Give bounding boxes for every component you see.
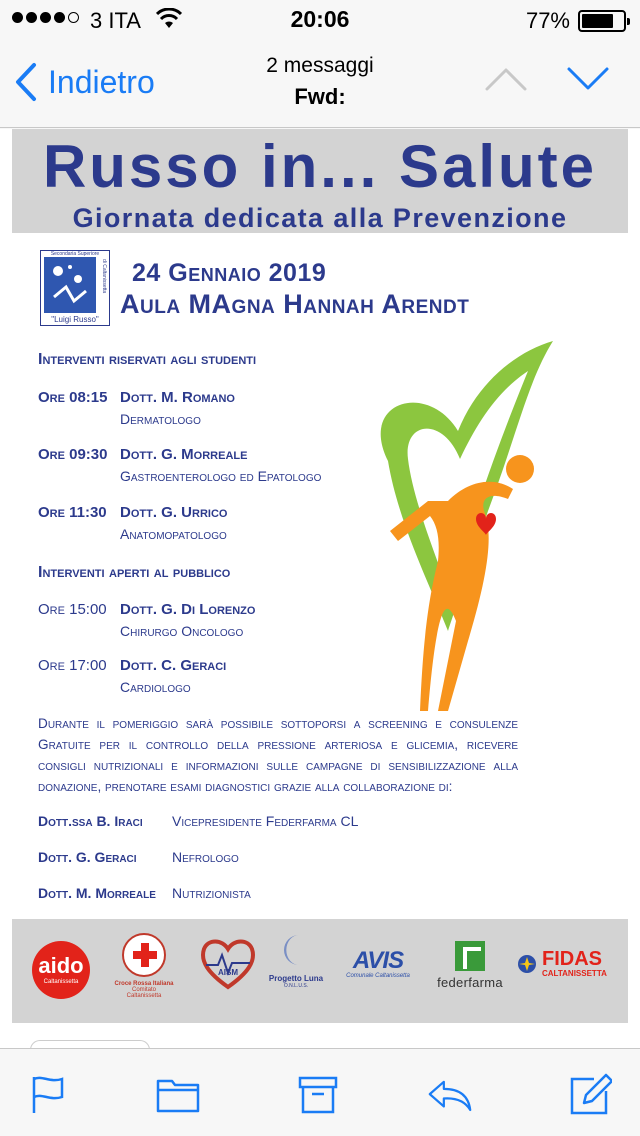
archive-icon xyxy=(298,1076,338,1114)
collaborator-name: Dott. G. Geraci xyxy=(38,849,137,865)
school-logo-top-text: Secondaria Superiore xyxy=(50,251,100,257)
archive-button[interactable] xyxy=(296,1073,340,1117)
talk-time: Ore 17:00 xyxy=(38,657,107,674)
school-logo-side-text: di Caltanissetta xyxy=(101,259,107,294)
poster-title: Russo in... Salute xyxy=(42,133,598,200)
talk-doctor: Dott. G. Urrico xyxy=(120,504,228,521)
carrier-name: 3 ITA xyxy=(90,8,141,33)
public-talks-heading: Interventi aperti al pubblico xyxy=(38,564,231,581)
poster-subtitle: Giornata dedicata alla Prevenzione xyxy=(72,203,568,233)
talk-doctor: Dott. C. Geraci xyxy=(120,657,227,674)
fidas-logo: FIDAS CALTANISSETTA xyxy=(516,949,620,978)
talk-time: Ore 15:00 xyxy=(38,601,107,618)
collaborator-name: Dott.ssa B. Iraci xyxy=(38,813,143,829)
collaborator-role: Nefrologo xyxy=(172,849,239,865)
talk-time: Ore 09:30 xyxy=(38,446,108,463)
status-bar xyxy=(0,0,640,40)
talk-doctor: Dott. G. Morreale xyxy=(120,446,248,463)
folder-icon xyxy=(156,1077,200,1113)
talk-time: Ore 08:15 xyxy=(38,389,108,406)
previous-message-button[interactable] xyxy=(484,66,528,97)
red-cross-logo: Croce Rossa Italiana Comitato Caltanissetta xyxy=(114,933,174,999)
collaborator-name: Dott. M. Morreale xyxy=(38,885,156,901)
flag-icon xyxy=(30,1075,66,1115)
clock: 20:06 xyxy=(290,6,350,32)
compose-button[interactable] xyxy=(568,1073,612,1117)
back-button-label: Indietro xyxy=(48,63,155,100)
talk-specialty: Chirurgo Oncologo xyxy=(120,623,244,639)
talk-time: Ore 11:30 xyxy=(38,504,107,521)
collaborator-role: Vicepresidente Federfarma CL xyxy=(172,813,359,829)
poster-banner xyxy=(12,129,628,233)
avis-logo: AVIS Comunale Caltanissetta xyxy=(346,947,410,979)
nav-title xyxy=(0,54,640,110)
screening-description: Durante il pomeriggio sarà possibile sottoporsi a screening e consulenze Gratuite per il controllo della pressione arteriosa e glicemia, ricevere consigli nutrizionali e informazioni sulle campagne di sensibilizzazione alla donazione, prenotare esami diagnostici grazie alla collaborazione di: xyxy=(38,716,518,794)
move-to-folder-button[interactable] xyxy=(156,1073,200,1117)
federfarma-logo: federfarma xyxy=(432,941,508,990)
progetto-luna-logo: Progetto Luna O.N.L.U.S. xyxy=(266,933,326,989)
student-talks-heading: Interventi riservati agli studenti xyxy=(38,351,257,368)
school-logo xyxy=(40,250,110,326)
school-logo-emblem xyxy=(44,257,96,313)
reply-button[interactable] xyxy=(428,1073,472,1117)
chevron-up-icon xyxy=(484,66,528,92)
event-date: 24 Gennaio 2019 xyxy=(132,259,327,287)
reply-icon xyxy=(428,1076,472,1114)
talk-specialty: Dermatologo xyxy=(120,411,201,427)
talk-specialty: Cardiologo xyxy=(120,679,191,695)
heart-figure-illustration xyxy=(368,341,568,711)
sponsor-logos xyxy=(12,919,628,1023)
talk-doctor: Dott. M. Romano xyxy=(120,389,235,406)
chevron-down-icon xyxy=(566,66,610,92)
message-subject: Fwd: xyxy=(294,84,346,109)
collaborator-role: Nutrizionista xyxy=(172,885,251,901)
navigation-bar xyxy=(0,40,640,128)
aism-logo xyxy=(198,933,258,993)
battery-icon xyxy=(578,10,626,32)
battery-percentage: 77% xyxy=(525,8,570,33)
flag-button[interactable] xyxy=(26,1073,70,1117)
mail-toolbar xyxy=(0,1048,640,1136)
message-body[interactable] xyxy=(0,129,640,1049)
aido-logo: aido Caltanissetta xyxy=(32,941,90,999)
compose-icon xyxy=(568,1073,612,1117)
next-message-button[interactable] xyxy=(566,66,610,97)
talk-specialty: Gastroenterologo ed Epatologo xyxy=(120,468,322,484)
svg-text:AISM: AISM xyxy=(218,968,238,977)
school-logo-name: "Luigi Russo" xyxy=(51,315,99,324)
talk-specialty: Anatomopatologo xyxy=(120,526,227,542)
talk-doctor: Dott. G. Di Lorenzo xyxy=(120,601,256,618)
event-poster xyxy=(12,129,628,1029)
message-count: 2 messaggi xyxy=(266,54,374,77)
event-venue: Aula MAgna Hannah Arendt xyxy=(120,289,470,319)
